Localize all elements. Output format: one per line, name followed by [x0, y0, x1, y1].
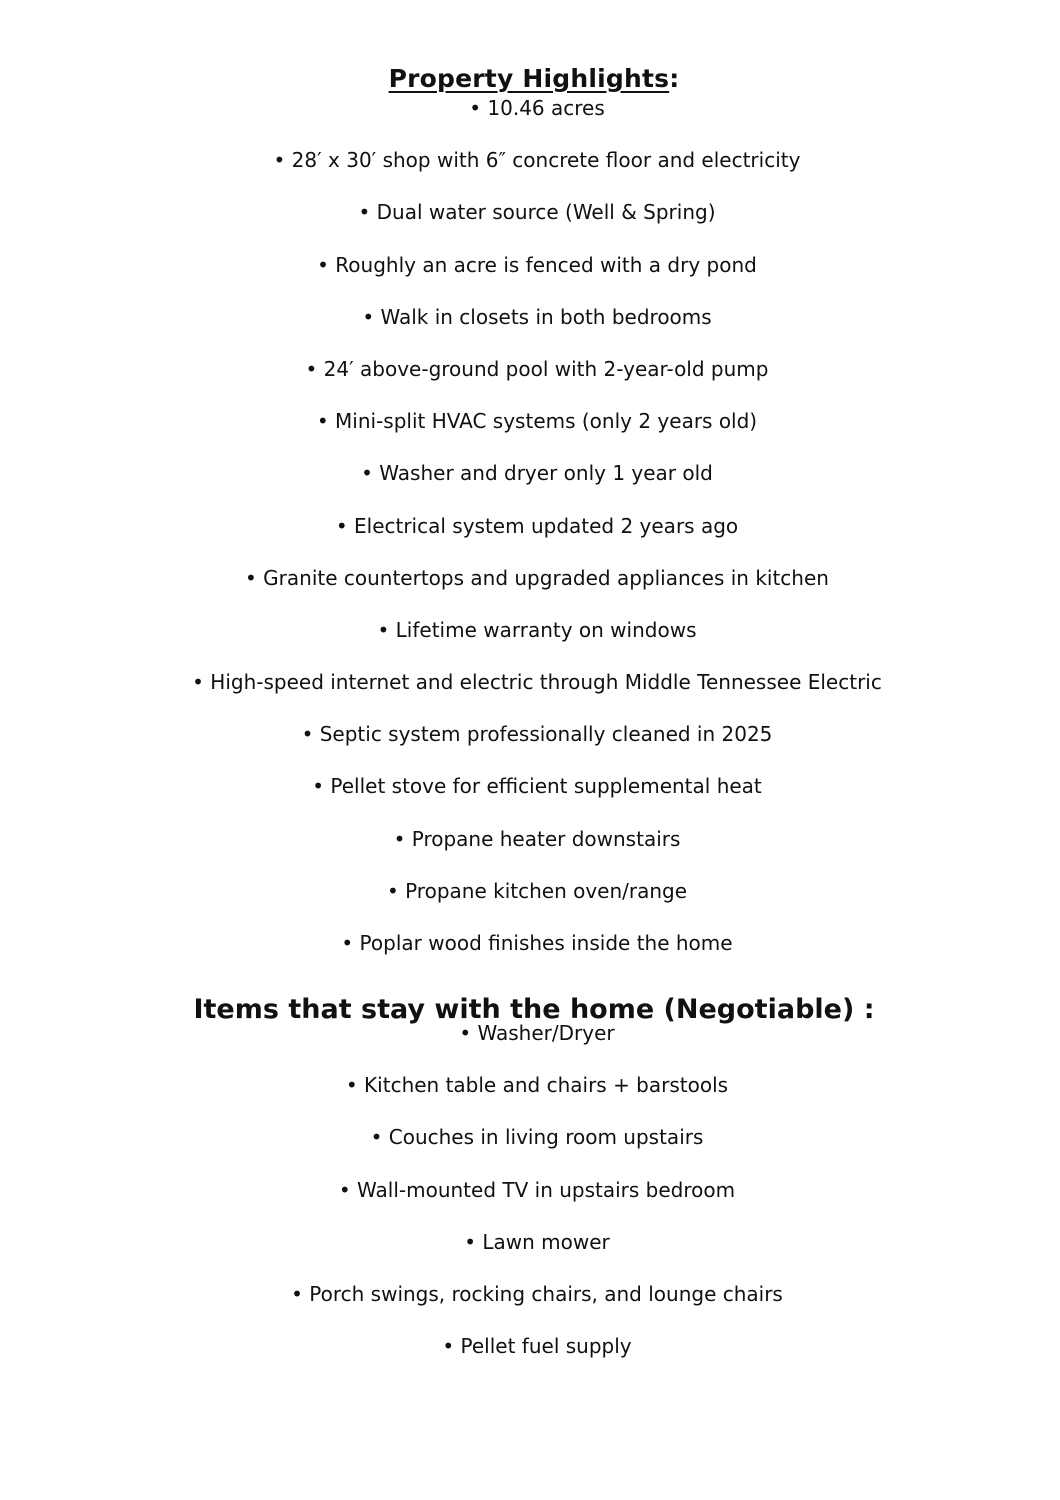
list-item: • Wall-mounted TV in upstairs bedroom: [338, 1177, 736, 1202]
list-item: • Mini-split HVAC systems (only 2 years old): [316, 409, 758, 434]
list-item: • Propane kitchen oven/range: [386, 878, 688, 903]
list-item: • Lawn mower: [464, 1229, 610, 1254]
list-item: • Kitchen table and chairs + barstools: [345, 1073, 729, 1098]
list-item: • Washer and dryer only 1 year old: [361, 461, 713, 486]
list-item: • Roughly an acre is fenced with a dry pond: [317, 252, 757, 277]
list-item: • Washer/Dryer: [459, 1021, 615, 1045]
list-item: • 24′ above-ground pool with 2-year-old pump: [305, 356, 769, 381]
included-items-list: [0, 1019, 1060, 1384]
list-item: • Propane heater downstairs: [393, 826, 681, 851]
list-item: • Dual water source (Well & Spring): [358, 200, 716, 225]
list-item: • Lifetime warranty on windows: [377, 617, 697, 642]
list-item: • Pellet stove for efficient supplemental heat: [312, 774, 762, 799]
property-highlights-heading: [0, 61, 1060, 97]
list-item: • Poplar wood finishes inside the home: [341, 931, 733, 955]
list-item: • Electrical system updated 2 years ago: [335, 513, 739, 538]
list-item: • Septic system professionally cleaned in 2025: [301, 722, 773, 747]
list-item: • Walk in closets in both bedrooms: [362, 304, 712, 329]
included-items-heading: Items that stay with the home (Negotiable) :: [193, 994, 875, 1026]
property-highlights-title: Property Highlights: [388, 63, 670, 93]
list-item: • Couches in living room upstairs: [370, 1125, 704, 1150]
list-item: • High-speed internet and electric through Middle Tennessee Electric: [192, 670, 882, 695]
list-item: • Porch swings, rocking chairs, and lounge chairs: [291, 1281, 783, 1306]
property-highlights-list: [0, 94, 1060, 981]
list-item: • Pellet fuel supply: [442, 1334, 632, 1359]
list-item: • Granite countertops and upgraded appliances in kitchen: [245, 565, 829, 590]
list-item: • 10.46 acres: [469, 96, 605, 120]
list-item: • 28′ x 30′ shop with 6″ concrete floor and electricity: [273, 148, 801, 173]
property-highlights-colon: :: [669, 63, 680, 93]
